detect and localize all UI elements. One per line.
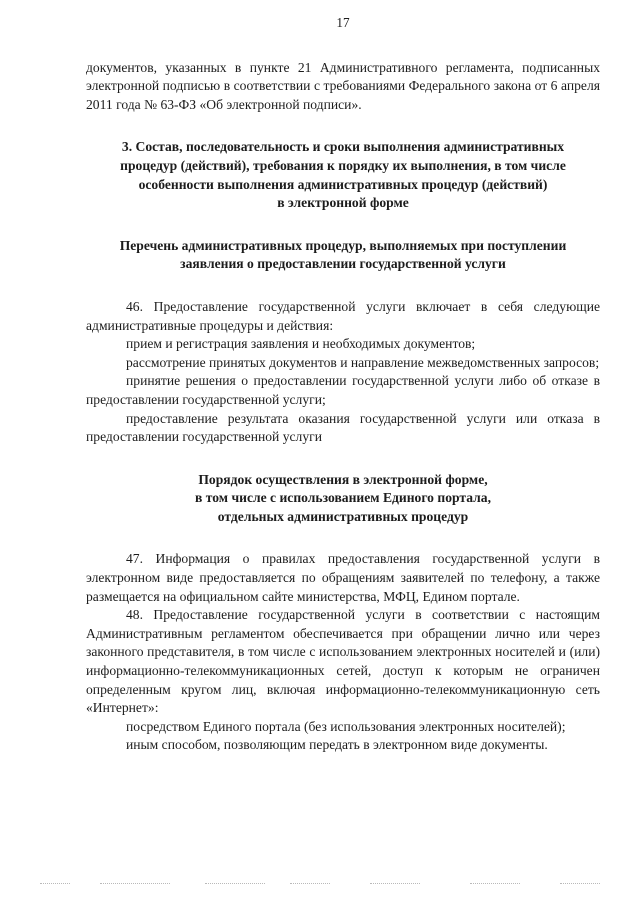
list-item: предоставление результата оказания государственной услуги или отказа в предоставлении государственной услуги bbox=[86, 410, 600, 445]
scan-mark bbox=[370, 883, 420, 885]
electronic-procedures-list bbox=[86, 550, 600, 755]
subheading-line: Перечень административных процедур, выполняемых при поступлении bbox=[119, 237, 567, 253]
section-heading-line: 3. Состав, последовательность и сроки выполнения административных bbox=[121, 139, 565, 155]
section-heading-line: особенности выполнения административных процедур (действий) bbox=[138, 176, 548, 192]
scan-mark bbox=[205, 883, 265, 885]
scan-mark bbox=[560, 883, 600, 885]
section-heading bbox=[86, 138, 600, 212]
paragraph-47: 47. Информация о правилах предоставления государственной услуги в электронном виде предоставляется по обращениям заявителей по телефону, а также размещается на официальном сайте министерства, МФЦ, Едином портале. bbox=[86, 551, 600, 604]
subheading-line: в том числе с использованием Единого портала, bbox=[195, 490, 491, 506]
scan-mark bbox=[100, 883, 170, 885]
scan-artifacts bbox=[0, 883, 640, 889]
scan-mark bbox=[470, 883, 520, 885]
list-item: прием и регистрация заявления и необходимых документов; bbox=[126, 336, 476, 352]
subheading-line: отдельных административных процедур bbox=[217, 508, 469, 524]
subheading-line: заявления о предоставлении государственной услуги bbox=[180, 256, 506, 272]
list-item: посредством Единого портала (без использования электронных носителей); bbox=[126, 718, 566, 734]
section-heading-line: процедур (действий), требования к порядку их выполнения, в том числе bbox=[120, 157, 566, 173]
list-item: иным способом, позволяющим передать в электронном виде документы. bbox=[126, 737, 548, 753]
paragraph-48: 48. Предоставление государственной услуги в соответствии с настоящим Административным регламентом обеспечивается при обращении лично или через законного представителя, в том числе с использованием электронных носителей и (или) информационно-телекоммуникационных сетей, доступ к которым не ограничен определенным кругом лиц, включая информационно-телекоммуникационную сеть «Интернет»: bbox=[86, 607, 600, 716]
subheading-electronic-procedures bbox=[86, 471, 600, 527]
page-number: 17 bbox=[336, 15, 350, 30]
procedures-list bbox=[86, 298, 600, 447]
continuation-paragraph: документов, указанных в пункте 21 Административного регламента, подписанных электронной подписью в соответствии с требованиями Федерального закона от 6 апреля 2011 года № 63-ФЗ «Об электронной подписи». bbox=[86, 59, 600, 112]
list-item: принятие решения о предоставлении государственной услуги либо об отказе в предоставлении государственной услуги; bbox=[86, 373, 600, 407]
paragraph-46: 46. Предоставление государственной услуги включает в себя следующие административные процедуры и действия: bbox=[86, 298, 600, 333]
section-heading-line: в электронной форме bbox=[277, 195, 409, 211]
scan-mark bbox=[290, 883, 330, 885]
subheading-line: Порядок осуществления в электронной форме, bbox=[198, 471, 488, 487]
list-item: рассмотрение принятых документов и направление межведомственных запросов; bbox=[126, 354, 600, 370]
scan-mark bbox=[40, 883, 70, 885]
subheading-procedures-list bbox=[86, 237, 600, 274]
